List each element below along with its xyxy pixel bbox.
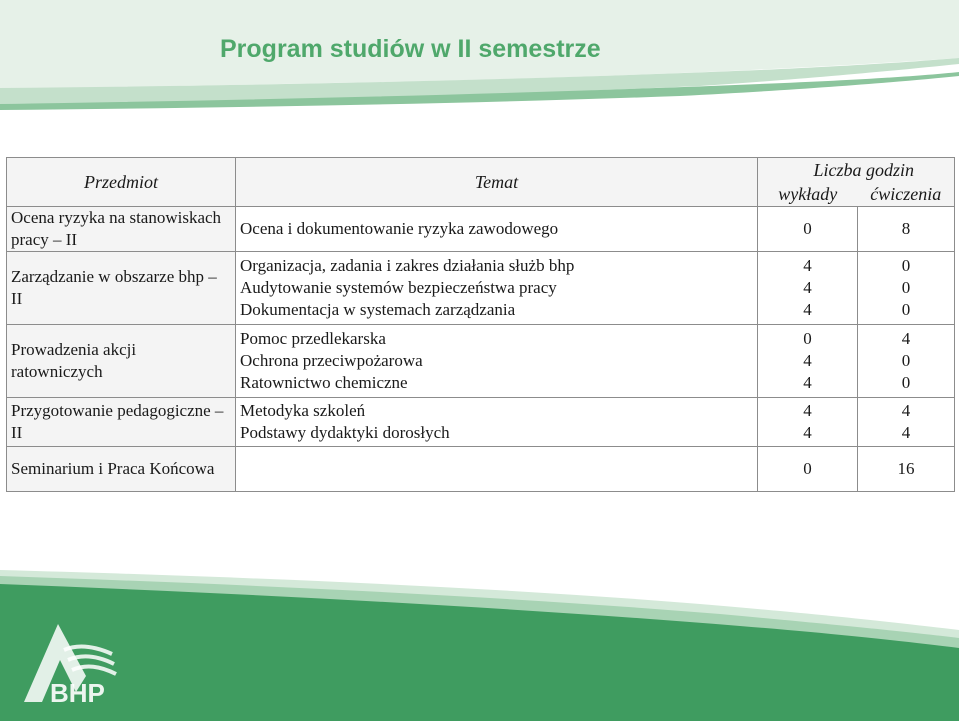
lectures-value: 4 bbox=[803, 373, 812, 392]
page-title: Program studiów w II semestrze bbox=[220, 35, 601, 63]
subject-cell: Przygotowanie pedagogiczne – II bbox=[7, 398, 236, 447]
topic-line: Ochrona przeciwpożarowa bbox=[240, 351, 423, 370]
exercises-value: 0 bbox=[901, 373, 911, 392]
lectures-value: 4 bbox=[803, 401, 812, 420]
exercises-value: 0 bbox=[901, 351, 911, 370]
exercises-cell: 8 bbox=[858, 207, 955, 252]
header-subject: Przedmiot bbox=[7, 158, 236, 207]
exercises-cell bbox=[858, 325, 955, 398]
topic-line: Metodyka szkoleń bbox=[240, 401, 366, 420]
exercises-value: 4 bbox=[901, 401, 911, 420]
exercises-value: 0 bbox=[901, 256, 911, 275]
lectures-value: 0 bbox=[803, 329, 812, 348]
lectures-cell bbox=[758, 398, 858, 447]
table-row bbox=[7, 207, 955, 252]
exercises-value: 4 bbox=[901, 423, 911, 442]
subject-cell: Seminarium i Praca Końcowa bbox=[7, 447, 236, 492]
title-band bbox=[0, 0, 959, 110]
footer-band bbox=[0, 570, 959, 721]
topic-cell bbox=[236, 252, 758, 325]
lectures-cell bbox=[758, 252, 858, 325]
study-program-table bbox=[6, 157, 955, 492]
topic-line: Ratownictwo chemiczne bbox=[240, 373, 408, 392]
lectures-cell bbox=[758, 325, 858, 398]
lectures-cell: 0 bbox=[758, 447, 858, 492]
table-row bbox=[7, 447, 955, 492]
table-row bbox=[7, 325, 955, 398]
topic-line: Audytowanie systemów bezpieczeństwa pracy bbox=[240, 278, 557, 297]
lectures-value: 4 bbox=[803, 256, 812, 275]
topic-line: Dokumentacja w systemach zarządzania bbox=[240, 300, 516, 319]
table-row bbox=[7, 398, 955, 447]
header-exercises: ćwiczenia bbox=[858, 182, 955, 207]
footer-wave-decoration bbox=[0, 570, 959, 721]
bhp-logo-icon bbox=[20, 622, 120, 706]
header-lectures: wykłady bbox=[758, 182, 858, 207]
lectures-cell: 0 bbox=[758, 207, 858, 252]
subject-cell: Prowadzenia akcji ratowniczych bbox=[7, 325, 236, 398]
topic-line: Organizacja, zadania i zakres działania służb bhp bbox=[240, 256, 575, 275]
exercises-value: 0 bbox=[901, 300, 911, 319]
header-topic: Temat bbox=[236, 158, 758, 207]
exercises-cell: 16 bbox=[858, 447, 955, 492]
lectures-value: 4 bbox=[803, 423, 812, 442]
topic-cell bbox=[236, 325, 758, 398]
lectures-value: 4 bbox=[803, 351, 812, 370]
subject-cell: Zarządzanie w obszarze bhp – II bbox=[7, 252, 236, 325]
logo-text: BHP bbox=[50, 678, 105, 706]
subject-cell: Ocena ryzyka na stanowiskach pracy – II bbox=[7, 207, 236, 252]
topic-cell: Ocena i dokumentowanie ryzyka zawodowego bbox=[236, 207, 758, 252]
exercises-cell bbox=[858, 252, 955, 325]
topic-line: Podstawy dydaktyki dorosłych bbox=[240, 423, 450, 442]
lectures-value: 4 bbox=[803, 278, 812, 297]
header-hours: Liczba godzin bbox=[758, 158, 955, 183]
exercises-value: 0 bbox=[901, 278, 911, 297]
lectures-value: 4 bbox=[803, 300, 812, 319]
topic-cell bbox=[236, 398, 758, 447]
topic-line: Pomoc przedlekarska bbox=[240, 329, 386, 348]
exercises-value: 4 bbox=[901, 329, 911, 348]
table-header-row bbox=[7, 158, 955, 183]
exercises-cell bbox=[858, 398, 955, 447]
topic-cell bbox=[236, 447, 758, 492]
table-row bbox=[7, 252, 955, 325]
